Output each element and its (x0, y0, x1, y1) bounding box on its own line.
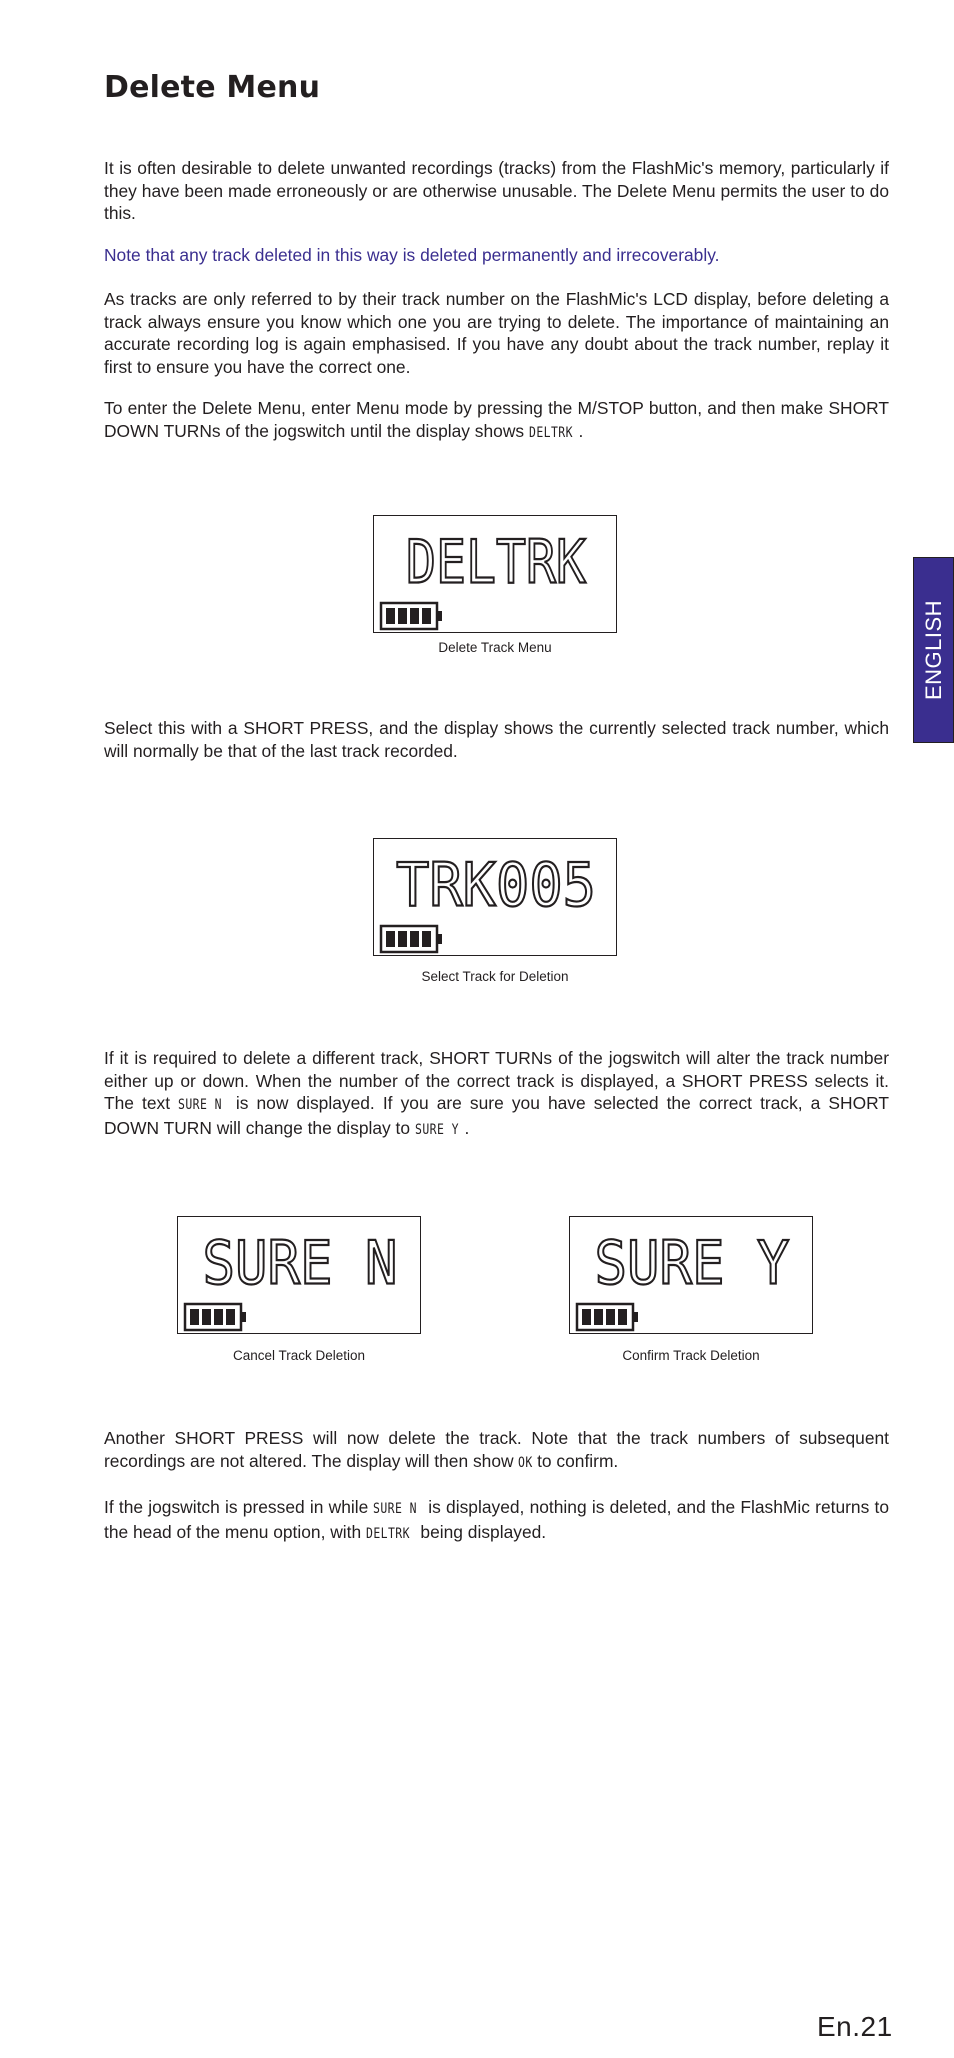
page-title: Delete Menu (104, 70, 321, 105)
lcd-text: SURE N (202, 1228, 398, 1299)
lcd-inline-deltrk-2: DELTRK (366, 1525, 410, 1542)
battery-icon (185, 1304, 246, 1330)
lcd-text: TRK005 (396, 850, 596, 921)
different-text-b: is now displayed. If you are sure you have selected the correct track, a SHORT DOWN TURN will change the display to (104, 1093, 889, 1138)
language-tab (913, 557, 954, 743)
different-track-paragraph (104, 1047, 889, 1141)
different-text-a: If it is required to delete a different track, SHORT TURNs of the jogswitch will alter the track number either up or down. When the number of the correct track is displayed, a SHORT PRESS selects it. The text (104, 1048, 889, 1113)
caption-sure-y: Confirm Track Deletion (622, 1348, 760, 1363)
another-text-b: to confirm. (532, 1450, 619, 1471)
lcd-figure-deltrk (374, 516, 618, 634)
lcd-display-trk005 (373, 838, 617, 956)
battery-icon (381, 926, 442, 952)
caption-deltrk: Delete Track Menu (438, 640, 552, 655)
lcd-inline-deltrk: DELTRK (528, 424, 573, 441)
pressed-text-b: is displayed, nothing is deleted, and the FlashMic returns to the head of the menu option, with (104, 1497, 889, 1542)
another-press-paragraph (104, 1427, 889, 1474)
battery-icon (381, 603, 442, 629)
select-paragraph: Select this with a SHORT PRESS, and the display shows the currently selected track number, which will normally be that of the last track recorded. (104, 718, 889, 761)
pressed-text-c: being displayed. (415, 1521, 547, 1542)
lcd-inline-sure-y: SURE Y (414, 1121, 459, 1138)
caption-trk005: Select Track for Deletion (421, 969, 569, 984)
lcd-figure-trk005 (374, 839, 618, 957)
lcd-text: SURE Y (594, 1228, 790, 1299)
lcd-text: DELTRK (406, 527, 586, 598)
lcd-display-sure-n (177, 1216, 421, 1334)
caution-paragraph: As tracks are only referred to by their track number on the FlashMic's LCD display, before deleting a track always ensure you know which one you are trying to delete. The importance of maintaining an accurate recording log is again emphasised. If you have any doubt about the track number, replay it first to ensure you have the correct one. (104, 289, 889, 377)
lcd-inline-sure-n: SURE N (178, 1097, 223, 1113)
lcd-figure-sure-n (178, 1217, 422, 1335)
different-text-c: . (464, 1117, 470, 1138)
enter-text-b: . (578, 420, 584, 441)
jogswitch-pressed-paragraph (104, 1496, 889, 1545)
page-number: En.21 (817, 2011, 893, 2042)
pressed-text-a: If the jogswitch is pressed in while (104, 1497, 374, 1517)
lcd-figure-sure-y (570, 1217, 814, 1335)
enter-text-a: To enter the Delete Menu, enter Menu mode by pressing the M/STOP button, and then make SHORT DOWN TURNs of the jogswitch until the display shows (104, 398, 889, 441)
intro-paragraph: It is often desirable to delete unwanted recordings (tracks) from the FlashMic's memory, particularly if they have been made erroneously or are otherwise unusable. The Delete Menu permits the user to do this. (104, 158, 889, 223)
lcd-display-sure-y (569, 1216, 813, 1334)
another-text-a: Another SHORT PRESS will now delete the track. Note that the track numbers of subsequent recordings are not altered. The display will then show (104, 1428, 889, 1471)
lcd-inline-ok: OK (518, 1454, 534, 1471)
lcd-display-deltrk (373, 515, 617, 633)
enter-menu-paragraph (104, 397, 889, 444)
caption-sure-n: Cancel Track Deletion (232, 1348, 366, 1363)
language-tab-label: ENGLISH (920, 599, 946, 701)
lcd-inline-sure-n-2: SURE N (373, 1501, 418, 1517)
battery-icon (577, 1304, 638, 1330)
warning-note: Note that any track deleted in this way is deleted permanently and irrecoverably. (104, 245, 720, 265)
